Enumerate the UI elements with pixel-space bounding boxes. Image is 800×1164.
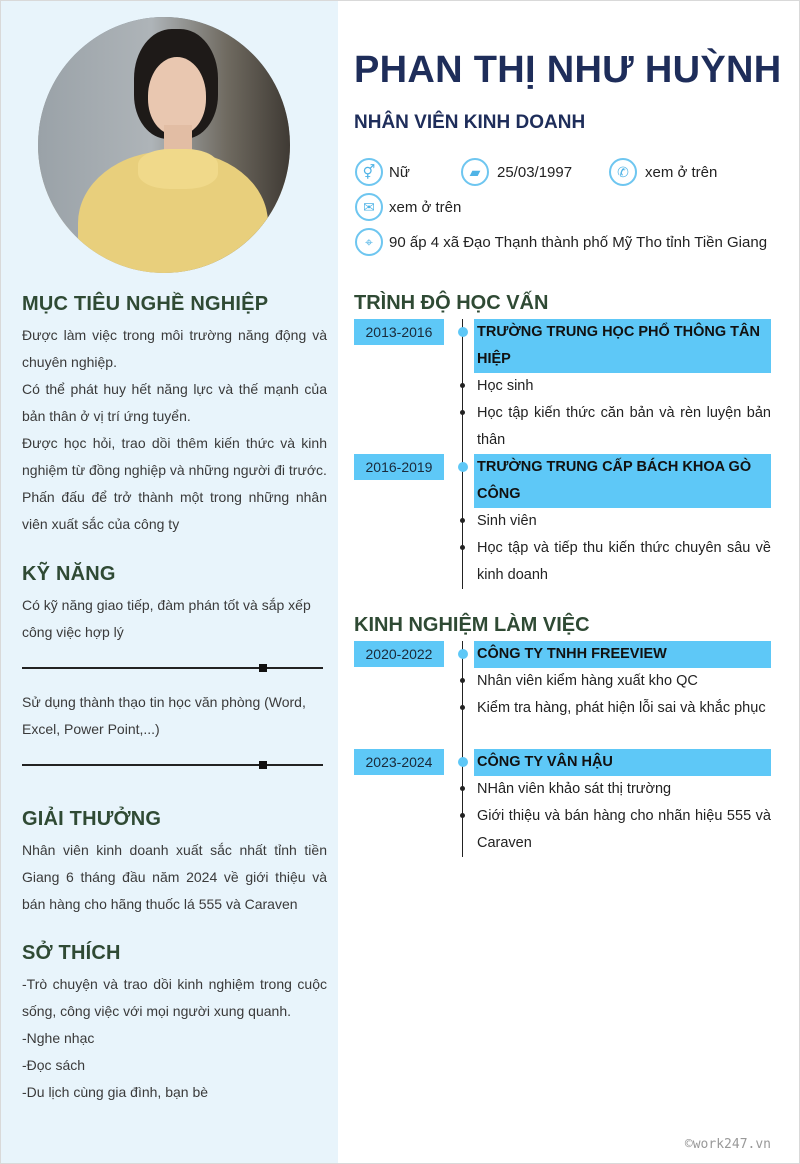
address-info — [355, 228, 767, 256]
gender-icon: ⚥ — [355, 158, 383, 186]
experience-item: Nhân viên kiểm hàng xuất kho QC — [477, 673, 698, 689]
skills-section — [22, 563, 327, 646]
awards-heading: GIẢI THƯỞNG — [22, 808, 162, 830]
skill-name: Sử dụng thành thạo tin học văn phòng (Word, Excel, Power Point,...) — [22, 694, 306, 737]
bullet-dot — [460, 786, 465, 791]
education-item: Sinh viên — [477, 513, 537, 529]
bullet-dot — [460, 383, 465, 388]
experience-item: Giới thiệu và bán hàng cho nhãn hiệu 555 và Caraven — [477, 808, 771, 851]
experience-company: CÔNG TY VÂN HẬU — [474, 749, 771, 776]
experience-company: CÔNG TY TNHH FREEVIEW — [474, 641, 771, 668]
timeline-dot — [458, 649, 468, 659]
gender-text: Nữ — [389, 163, 410, 181]
experience-years: 2020-2022 — [354, 641, 444, 667]
bullet-dot — [460, 518, 465, 523]
avatar — [38, 17, 290, 273]
birthday-info — [461, 158, 572, 186]
hobby-line: -Đọc sách — [22, 1057, 86, 1073]
bullet-dot — [460, 545, 465, 550]
education-item: Học sinh — [477, 378, 534, 394]
hobby-line: -Trò chuyện và trao dồi kinh nghiệm trong cuộc sống, công việc với mọi người xung quanh. — [22, 976, 327, 1019]
education-item: Học tập và tiếp thu kiến thức chuyên sâu về kinh doanh — [477, 540, 771, 583]
education-item: Học tập kiến thức căn bản và rèn luyện bản thân — [477, 405, 771, 448]
skill-level-bar — [22, 667, 323, 669]
education-heading: TRÌNH ĐỘ HỌC VẤN — [354, 292, 549, 314]
mail-icon: ✉ — [355, 193, 383, 221]
birthday-text: 25/03/1997 — [497, 163, 573, 181]
skill-level-knob — [259, 761, 267, 769]
education-years: 2013-2016 — [354, 319, 444, 345]
footer-watermark: ©work247.vn — [684, 1137, 771, 1152]
objective-line: Được làm việc trong môi trường năng động và chuyên nghiệp. — [22, 327, 327, 370]
awards-section — [22, 808, 327, 918]
skill-level-bar — [22, 764, 323, 766]
left-sidebar — [1, 1, 338, 1164]
phone-info — [609, 158, 717, 186]
skill-level-knob — [259, 664, 267, 672]
timeline-dot — [458, 757, 468, 767]
gender-info — [355, 158, 410, 186]
timeline-dot — [458, 327, 468, 337]
candidate-name: PHAN THỊ NHƯ HUỲNH — [354, 49, 782, 91]
hobby-line: -Nghe nhạc — [22, 1030, 95, 1046]
job-title: NHÂN VIÊN KINH DOANH — [354, 112, 586, 133]
experience-item: Kiểm tra hàng, phát hiện lỗi sai và khắc phục — [477, 700, 766, 716]
experience-heading: KINH NGHIỆM LÀM VIỆC — [354, 614, 590, 636]
education-years: 2016-2019 — [354, 454, 444, 480]
hobby-line: -Du lịch cùng gia đình, bạn bè — [22, 1084, 209, 1100]
map-pin-icon: ⌖ — [355, 228, 383, 256]
awards-text: Nhân viên kinh doanh xuất sắc nhất tỉnh tiền Giang 6 tháng đầu năm 2024 về giới thiệu và bán hàng cho hãng thuốc lá 555 và Caraven — [22, 842, 327, 912]
skill-item — [22, 689, 327, 743]
skills-heading: KỸ NĂNG — [22, 563, 116, 585]
objective-heading: MỤC TIÊU NGHỀ NGHIỆP — [22, 293, 269, 315]
email-info — [355, 193, 461, 221]
skill-name: Có kỹ năng giao tiếp, đàm phán tốt và sắp xếp công việc hợp lý — [22, 597, 311, 640]
bullet-dot — [460, 678, 465, 683]
objective-line: Phấn đấu để trở thành một trong những nhân viên xuất sắc của công ty — [22, 489, 327, 532]
hobbies-section — [22, 942, 327, 1106]
education-school: TRƯỜNG TRUNG HỌC PHỔ THÔNG TÂN HIỆP — [474, 319, 771, 373]
bullet-dot — [460, 813, 465, 818]
experience-timeline — [462, 641, 463, 857]
bullet-dot — [460, 410, 465, 415]
experience-item: NHân viên khảo sát thị trường — [477, 781, 672, 797]
email-text: xem ở trên — [389, 198, 462, 216]
phone-text: xem ở trên — [645, 163, 718, 181]
education-school: TRƯỜNG TRUNG CẤP BÁCH KHOA GÒ CÔNG — [474, 454, 771, 508]
address-text: 90 ấp 4 xã Đạo Thạnh thành phố Mỹ Tho tỉnh Tiền Giang — [389, 233, 768, 251]
timeline-dot — [458, 462, 468, 472]
objective-line: Được học hỏi, trao dồi thêm kiến thức và kinh nghiệm từ đồng nghiệp và những người đi trước. — [22, 435, 327, 478]
cake-icon: ▰ — [461, 158, 489, 186]
experience-years: 2023-2024 — [354, 749, 444, 775]
objective-section — [22, 293, 327, 538]
hobbies-heading: SỞ THÍCH — [22, 942, 121, 964]
bullet-dot — [460, 705, 465, 710]
objective-line: Có thể phát huy hết năng lực và thế mạnh của bản thân ở vị trí ứng tuyển. — [22, 381, 327, 424]
phone-icon: ✆ — [609, 158, 637, 186]
